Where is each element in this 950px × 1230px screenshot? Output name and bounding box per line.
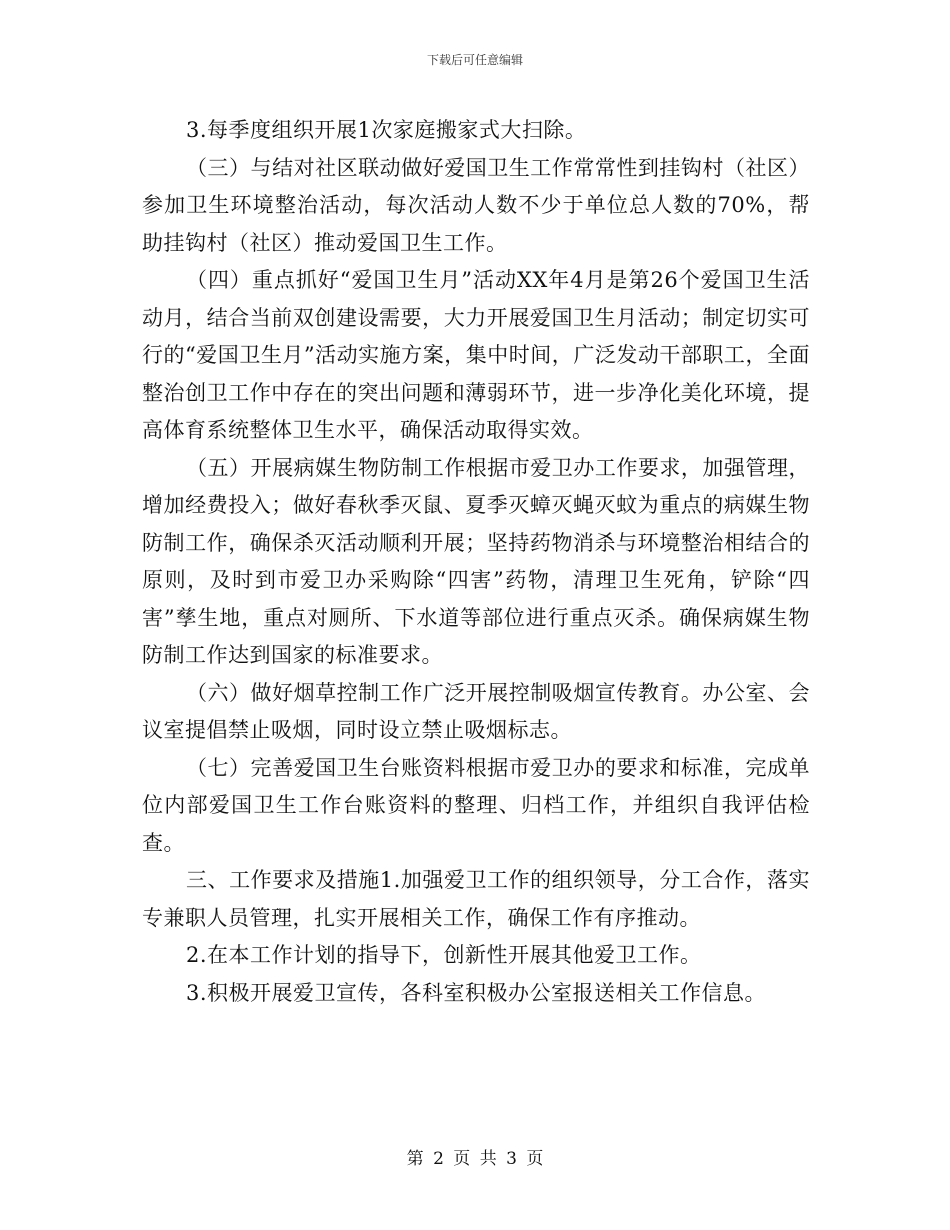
- page-number-footer: 第 2 页 共 3 页: [406, 1149, 544, 1169]
- paragraph-8: 2.在本工作计划的指导下，创新性开展其他爱卫工作。: [186, 943, 702, 967]
- paragraph-7: 三、工作要求及措施1.加强爱卫工作的组织领导，分工合作，落实专兼职人员管理，扎实开展相关工作，确保工作有序推动。: [142, 868, 810, 930]
- paragraph-4: （五）开展病媒生物防制工作根据市爱卫办工作要求，加强管理，增加经费投入；做好春秋季灭鼠、夏季灭蟑灭蝇灭蚊为重点的病媒生物防制工作，确保杀灭活动顺利开展；坚持药物消杀与环境整治相结合的原则，及时到市爱卫办采购除“四害”药物，清理卫生死角，铲除“四害”孳生地，重点对厕所、下水道等部位进行重点灭杀。确保病媒生物防制工作达到国家的标准要求。: [142, 455, 810, 667]
- paragraph-3: （四）重点抓好“爱国卫生月”活动XX年4月是第26个爱国卫生活动月，结合当前双创建设需要，大力开展爱国卫生月活动；制定切实可行的“爱国卫生月”活动实施方案，集中时间，广泛发动干部职工，全面整治创卫工作中存在的突出问题和薄弱环节，进一步净化美化环境，提高体育系统整体卫生水平，确保活动取得实效。: [142, 268, 810, 442]
- paragraph-1: 3.每季度组织开展1次家庭搬家式大扫除。: [186, 118, 587, 142]
- paragraph-9: 3.积极开展爱卫宣传，各科室积极办公室报送相关工作信息。: [186, 980, 767, 1005]
- paragraph-5: （六）做好烟草控制工作广泛开展控制吸烟宣传教育。办公室、会议室提倡禁止吸烟，同时设立禁止吸烟标志。: [142, 680, 810, 742]
- paragraph-6: （七）完善爱国卫生台账资料根据市爱卫办的要求和标准，完成单位内部爱国卫生工作台账资料的整理、归档工作，并组织自我评估检查。: [142, 755, 810, 855]
- paragraph-2: （三）与结对社区联动做好爱国卫生工作常常性到挂钩村（社区）参加卫生环境整治活动，每次活动人数不少于单位总人数的70%，帮助挂钩村（社区）推动爱国卫生工作。: [142, 155, 810, 255]
- document-body: [142, 112, 810, 1012]
- page-header: 下载后可任意编辑: [426, 53, 523, 67]
